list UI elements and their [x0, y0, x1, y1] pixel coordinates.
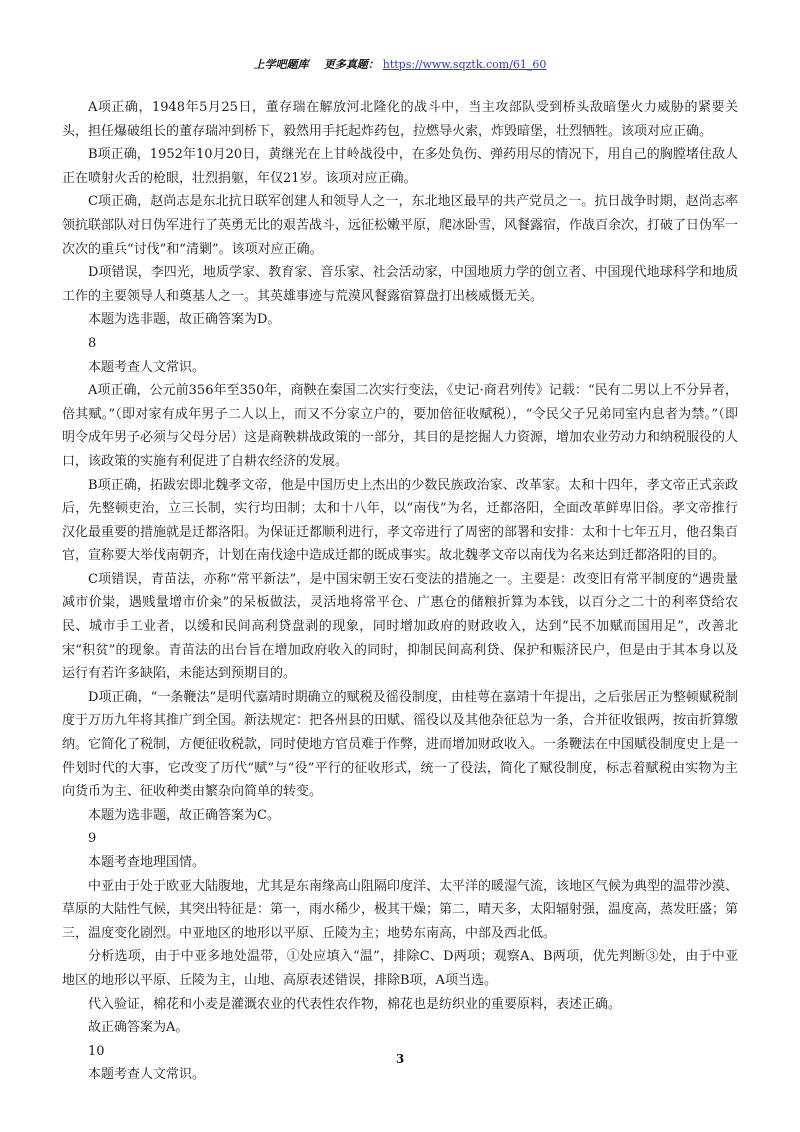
document-body [62, 96, 738, 1087]
paragraph: C项错误，青苗法，亦称“常平新法”，是中国宋朝王安石变法的措施之一。主要是：改变旧有常平制度的“遇贵量减市价粜，遇贱量增市价籴”的呆板做法，灵活地将常平仓、广惠仓的储粮折算为本钱，以百分之二十的利率贷给农民、城市手工业者，以缓和民间高利贷盘剥的现象，同时增加政府的财政收入，达到“民不加赋而国用足”，改善北宋“积贫”的现象。青苗法的出台旨在增加政府收入的同时，抑制民间高利贷、保护和赈济民户，但是由于其本身以及运行有若许多缺陷，未能达到预期目的。 [62, 571, 738, 682]
topic-line: 本题考查地理国情。 [88, 855, 206, 870]
paragraph: A项正确，1948年5月25日，董存瑞在解放河北隆化的战斗中，当主攻部队受到桥头敌暗堡火力威胁的紧要关头，担任爆破组长的董存瑞冲到桥下，毅然用手托起炸药包，拉燃导火索，炸毁暗堡，壮烈牺牲。该项对应正确。 [62, 100, 738, 139]
topic-line: 本题考查人文常识。 [88, 359, 206, 375]
site-name: 上学吧题库 [253, 58, 309, 71]
paragraph: A项正确，公元前356年至350年，商鞅在秦国二次实行变法，《史记·商君列传》记载：“民有二男以上不分异者，倍其赋。”（即对家有成年男子二人以上，而又不分家立户的，要加倍征收赋税），“令民父子兄弟同室内息者为禁。”（即明令成年男子必须与父母分居）这是商鞅耕战政策的一部分，其目的是挖掘人力资源，增加农业劳动力和纳税服役的人口，该政策的实施有利促进了自耕农经济的发展。 [62, 383, 739, 469]
question-number: 8 [88, 335, 97, 351]
paragraph: B项正确，1952年10月20日，黄继光在上甘岭战役中，在多处负伤、弹药用尽的情况下，用自己的胸膛堵住敌人正在喷射火舌的枪眼，壮烈捐躯，年仅21岁。该项对应正确。 [62, 147, 738, 186]
question-number: 10 [88, 1043, 105, 1059]
paragraph: B项正确，拓跋宏即北魏孝文帝，他是中国历史上杰出的少数民族政治家、改革家。太和十四年，孝文帝正式亲政后，先整顿吏治，立三长制，实行均田制；太和十八年，以“南伐”为名，迁都洛阳，全面改革鲜卑旧俗。孝文帝推行汉化最重要的措施就是迁都洛阳。为保证迁都顺利进行，孝文帝进行了周密的部署和安排：太和十七年五月，他召集百官，宣称要大举伐南朝齐，计划在南伐途中造成迁都的既成事实。故北魏孝文帝以南伐为名来达到迁都洛阳的目的。 [62, 477, 739, 564]
answer-line: 本题为选非题，故正确答案为D。 [88, 312, 281, 328]
answer-line: 故正确答案为A。 [88, 1020, 189, 1036]
paragraph: 中亚由于处于欧亚大陆腹地，尤其是东南缘高山阻隔印度洋、太平洋的暖湿气流，该地区气候为典型的温带沙漠、草原的大陆性气候，其突出特征是：第一，雨水稀少，极其干燥；第二，晴天多，太阳辐射强，温度高，蒸发旺盛；第三，温度变化剧烈。中亚地区的地形以平原、丘陵为主；地势东南高，中部及西北低。 [62, 878, 739, 941]
page-number: 3 [395, 1052, 405, 1066]
paragraph: D项正确，“一条鞭法”是明代嘉靖时期确立的赋税及徭役制度，由桂萼在嘉靖十年提出，之后张居正为整顿赋税制度于万历九年将其推广到全国。新法规定：把各州县的田赋、徭役以及其他杂征总为一条，合并征收银两，按亩折算缴纳。它简化了税制，方便征收税款，同时使地方官员难于作弊，进而增加财政收入。一条鞭法在中国赋役制度史上是一件划时代的大事，它改变了历代“赋”与“役”平行的征收形式，统一了役法，简化了赋役制度，标志着赋税由实物为主向货币为主、征收种类由繁杂向简单的转变。 [62, 689, 739, 800]
answer-line: 本题为选非题，故正确答案为C。 [88, 807, 280, 823]
source-link[interactable]: https://www.sqztk.com/61_60 [382, 58, 547, 71]
more-label: 更多真题： [323, 58, 379, 71]
paragraph: D项错误，李四光，地质学家、教育家、音乐家、社会活动家，中国地质力学的创立者、中国现代地球科学和地质工作的主要领导人和奠基人之一。其英雄事迹与荒漠风餐露宿算盘打出核威慑无关。 [62, 265, 738, 304]
paragraph: C项正确，赵尚志是东北抗日联军创建人和领导人之一，东北地区最早的共产党员之一。抗日战争时期，赵尚志率领抗联部队对日伪军进行了英勇无比的艰苦战斗，远征松嫩平原，爬冰卧雪，风餐露宿，作战百余次，打破了日伪军一次次的重兵“讨伐”和“清剿”。该项对应正确。 [62, 194, 739, 257]
topic-line: 本题考查人文常识。 [88, 1067, 206, 1083]
question-number: 9 [88, 831, 97, 847]
paragraph: 分析选项，由于中亚多地处温带，①处应填入“温”，排除C、D两项；观察A、B两项，优先判断③处，由于中亚地区的地形以平原、丘陵为主，山地、高原表述错误，排除B项，A项当选。 [62, 949, 738, 988]
paragraph: 代入验证，棉花和小麦是灌溉农业的代表性农作物，棉花也是纺织业的重要原料，表述正确。 [88, 996, 622, 1012]
page-header [0, 56, 800, 72]
